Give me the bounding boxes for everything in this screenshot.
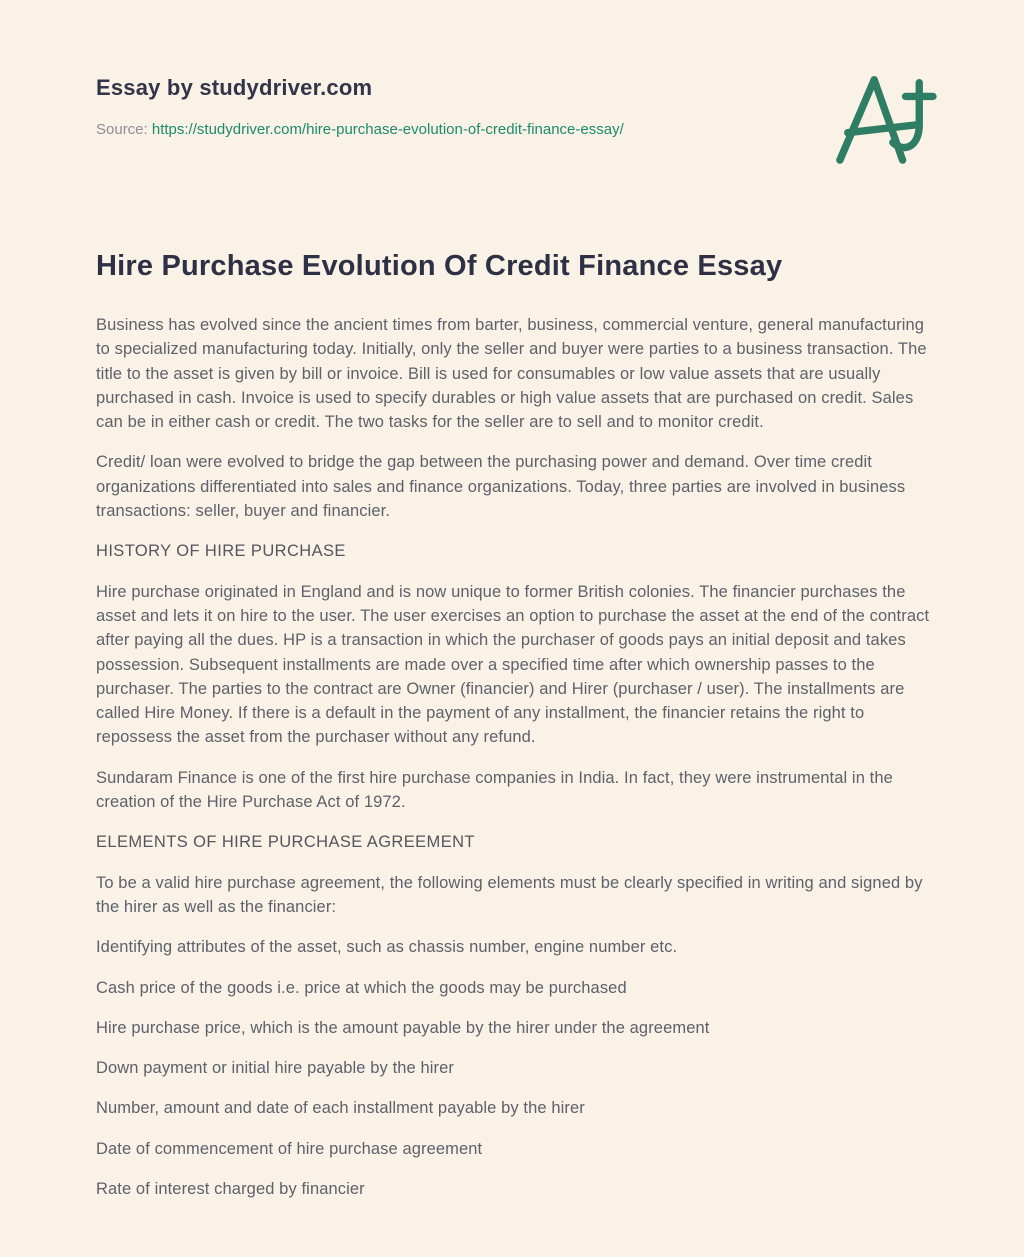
source-url-link[interactable]: https://studydriver.com/hire-purchase-evolution-of-credit-finance-essay/ — [151, 121, 624, 138]
section-heading-elements: ELEMENTS OF HIRE PURCHASE AGREEMENT — [96, 833, 475, 852]
page-title: Hire Purchase Evolution Of Credit Finance Essay — [96, 250, 783, 282]
list-item-text: Down payment or initial hire payable by the hirer — [96, 1059, 454, 1078]
article-body — [96, 313, 930, 1201]
studydriver-logo-icon — [828, 70, 938, 166]
byline: Essay by studydriver.com — [96, 75, 373, 100]
list-item-text: Cash price of the goods i.e. price at which the goods may be purchased — [96, 978, 627, 997]
section-heading-history: HISTORY OF HIRE PURCHASE — [96, 542, 346, 561]
paragraph: Sundaram Finance is one of the first hire purchase companies in India. In fact, they were instrumental in the creation of the Hire Purchase Act of 1972. — [96, 768, 893, 812]
paragraph: Credit/ loan were evolved to bridge the gap between the purchasing power and demand. Over time credit organizations differentiated into sales and finance organizations. Today, three parties are involved in business transactions: seller, buyer and financier. — [96, 453, 906, 521]
list-item-text: Number, amount and date of each installment payable by the hirer — [96, 1099, 585, 1118]
paragraph: Business has evolved since the ancient times from barter, business, commercial venture, general manufacturing to specialized manufacturing today. Initially, only the seller and buyer were parties to a business transaction. The title to the asset is given by bill or invoice. Bill is used for consumables or low value assets that are usually purchased in cash. Invoice is used to specify durables or high value assets that are purchased on credit. Sales can be in either cash or credit. The two tasks for the seller are to sell and to monitor credit. — [96, 316, 927, 432]
paragraph: To be a valid hire purchase agreement, the following elements must be clearly specified in writing and signed by the hirer as well as the financier: — [96, 873, 923, 916]
list-item-text: Identifying attributes of the asset, such as chassis number, engine number etc. — [96, 938, 678, 957]
source-line — [96, 121, 928, 138]
source-label: Source: — [96, 121, 148, 138]
paragraph: Hire purchase originated in England and is now unique to former British colonies. The financier purchases the asset and lets it on hire to the user. The user exercises an option to purchase the asset at the end of the contract after paying all the dues. HP is a transaction in which the purchaser of goods pays an initial deposit and takes possession. Subsequent installments are made over a specified time after which ownership passes to the purchaser. The parties to the contract are Owner (financier) and Hirer (purchaser / user). The installments are called Hire Money. If there is a default in the payment of any installment, the financier retains the right to repossess the asset from the purchaser without any refund. — [96, 582, 930, 747]
list-item-text: Date of commencement of hire purchase agreement — [96, 1139, 483, 1158]
list-item-text: Hire purchase price, which is the amount payable by the hirer under the agreement — [96, 1018, 710, 1037]
list-item-text: Rate of interest charged by financier — [96, 1180, 365, 1199]
